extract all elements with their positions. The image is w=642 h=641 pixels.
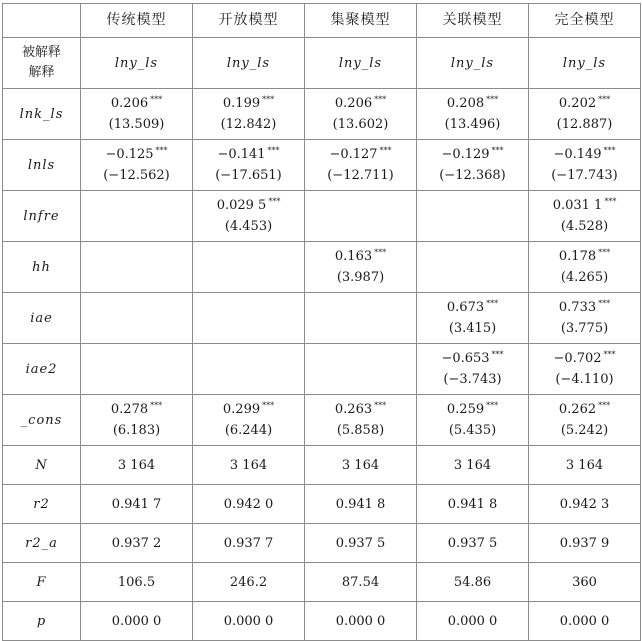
- statistic-label: r2: [3, 485, 81, 524]
- t-statistic-value: (−12.368): [439, 168, 506, 183]
- coefficient-cell: [529, 242, 641, 293]
- statistic-value: 3 164: [305, 446, 417, 485]
- statistic-value: 0.942 3: [529, 485, 641, 524]
- t-statistic-value: (3.775): [560, 321, 609, 336]
- header-cell-full-model: 完全模型: [529, 4, 641, 38]
- coefficient-cell: [81, 293, 193, 344]
- variable-label: lnfre: [3, 191, 81, 242]
- dependent-variable-row: [3, 38, 641, 89]
- statistic-value: 3 164: [81, 446, 193, 485]
- coefficient-cell: [193, 395, 305, 446]
- significance-stars: ***: [150, 94, 163, 104]
- dependent-variable-cell: lny_ls: [417, 38, 529, 89]
- coefficient-line: [417, 348, 528, 369]
- t-statistic-value: (13.602): [332, 117, 389, 132]
- significance-stars: ***: [491, 145, 504, 155]
- statistic-row-r2: [3, 485, 641, 524]
- statistic-value: 360: [529, 563, 641, 602]
- coefficient-line: [305, 93, 416, 114]
- coefficient-cell: [193, 344, 305, 395]
- statistic-value: 87.54: [305, 563, 417, 602]
- t-statistic-value: (4.453): [224, 219, 273, 234]
- significance-stars: ***: [603, 145, 616, 155]
- coefficient-value: 0.259: [446, 402, 485, 417]
- header-cell-open-model: 开放模型: [193, 4, 305, 38]
- significance-stars: ***: [374, 94, 387, 104]
- variable-label: hh: [3, 242, 81, 293]
- significance-stars: ***: [150, 400, 163, 410]
- significance-stars: ***: [491, 349, 504, 359]
- statistic-value: 0.937 5: [305, 524, 417, 563]
- coefficient-line: [529, 348, 640, 369]
- t-statistic-value: (−12.562): [103, 168, 170, 183]
- coefficient-row-iae2: [3, 344, 641, 395]
- significance-stars: ***: [268, 196, 281, 206]
- regression-table-container: [2, 3, 640, 641]
- coefficient-line: [81, 399, 192, 420]
- statistic-label: p: [3, 602, 81, 641]
- significance-stars: ***: [155, 145, 168, 155]
- coefficient-cell: [529, 191, 641, 242]
- coefficient-line: [81, 257, 192, 278]
- statistic-label: r2_a: [3, 524, 81, 563]
- coefficient-cell: [417, 89, 529, 140]
- statistic-value: 0.937 7: [193, 524, 305, 563]
- t-statistic-value: (4.528): [560, 219, 609, 234]
- coefficient-cell: [193, 89, 305, 140]
- significance-stars: ***: [598, 247, 611, 257]
- coefficient-line: [193, 195, 304, 216]
- coefficient-cell: [305, 89, 417, 140]
- statistic-rows: [3, 446, 641, 641]
- statistic-value: 54.86: [417, 563, 529, 602]
- statistic-value: 0.000 0: [305, 602, 417, 641]
- coefficient-row-lnls: [3, 140, 641, 191]
- coefficient-value: 0.031 1: [552, 198, 603, 213]
- coefficient-cell: [305, 242, 417, 293]
- coefficient-line: [417, 144, 528, 165]
- statistic-value: 3 164: [529, 446, 641, 485]
- coefficient-line: [417, 257, 528, 278]
- coefficient-cell: [81, 344, 193, 395]
- coefficient-row-cons: [3, 395, 641, 446]
- coefficient-cell: [417, 293, 529, 344]
- t-statistic-value: (4.265): [560, 270, 609, 285]
- t-statistic-value: (−12.711): [327, 168, 394, 183]
- variable-label: lnk_ls: [3, 89, 81, 140]
- coefficient-value: 0.299: [222, 402, 261, 417]
- coefficient-line: [81, 206, 192, 227]
- t-statistic-value: (5.435): [448, 423, 497, 438]
- significance-stars: ***: [598, 94, 611, 104]
- coefficient-line: [81, 144, 192, 165]
- coefficient-line: [305, 399, 416, 420]
- coefficient-line: [193, 399, 304, 420]
- statistic-value: 0.937 2: [81, 524, 193, 563]
- coefficient-value: 0.262: [558, 402, 597, 417]
- header-cell-agglomeration-model: 集聚模型: [305, 4, 417, 38]
- coefficient-line: [193, 359, 304, 380]
- statistic-value: 0.000 0: [81, 602, 193, 641]
- significance-stars: ***: [598, 298, 611, 308]
- coefficient-line: [193, 308, 304, 329]
- coefficient-cell: [305, 293, 417, 344]
- coefficient-line: [81, 308, 192, 329]
- coefficient-value: 0.263: [334, 402, 373, 417]
- statistic-value: 0.937 5: [417, 524, 529, 563]
- statistic-value: 0.000 0: [529, 602, 641, 641]
- t-statistic-value: (−4.110): [555, 372, 614, 387]
- variable-label: iae2: [3, 344, 81, 395]
- statistic-value: 246.2: [193, 563, 305, 602]
- coefficient-cell: [193, 140, 305, 191]
- coefficient-value: 0.206: [334, 96, 373, 111]
- significance-stars: ***: [598, 400, 611, 410]
- significance-stars: ***: [374, 247, 387, 257]
- coefficient-value: 0.029 5: [216, 198, 267, 213]
- coefficient-cell: [417, 242, 529, 293]
- statistic-value: 0.942 0: [193, 485, 305, 524]
- coefficient-value: 0.673: [446, 300, 485, 315]
- t-statistic-value: (3.415): [448, 321, 497, 336]
- t-statistic-value: (13.509): [108, 117, 165, 132]
- coefficient-value: 0.163: [334, 249, 373, 264]
- coefficient-value: −0.702: [553, 351, 602, 366]
- coefficient-cell: [81, 140, 193, 191]
- coefficient-cell: [529, 140, 641, 191]
- statistic-label: N: [3, 446, 81, 485]
- coefficient-row-lnk-ls: [3, 89, 641, 140]
- variable-label: iae: [3, 293, 81, 344]
- coefficient-cell: [529, 293, 641, 344]
- coefficient-line: [417, 399, 528, 420]
- statistic-value: 0.937 9: [529, 524, 641, 563]
- statistic-value: 3 164: [193, 446, 305, 485]
- coefficient-line: [193, 144, 304, 165]
- coefficient-value: 0.206: [110, 96, 149, 111]
- coefficient-value: 0.199: [222, 96, 261, 111]
- header-cell-traditional-model: 传统模型: [81, 4, 193, 38]
- t-statistic-value: (−3.743): [443, 372, 502, 387]
- coefficient-value: 0.278: [110, 402, 149, 417]
- significance-stars: ***: [486, 400, 499, 410]
- significance-stars: ***: [262, 94, 275, 104]
- coefficient-line: [305, 246, 416, 267]
- coefficient-cell: [305, 140, 417, 191]
- coefficient-line: [305, 359, 416, 380]
- t-statistic-value: (−17.743): [551, 168, 618, 183]
- coefficient-cell: [305, 344, 417, 395]
- coefficient-rows: [3, 89, 641, 446]
- dependent-variable-cell: lny_ls: [193, 38, 305, 89]
- coefficient-cell: [417, 191, 529, 242]
- statistic-row-p: [3, 602, 641, 641]
- significance-stars: ***: [486, 298, 499, 308]
- coefficient-value: 0.202: [558, 96, 597, 111]
- coefficient-value: −0.653: [441, 351, 490, 366]
- t-statistic-value: (12.887): [556, 117, 613, 132]
- t-statistic-value: (12.842): [220, 117, 277, 132]
- significance-stars: ***: [267, 145, 280, 155]
- coefficient-cell: [417, 140, 529, 191]
- t-statistic-value: (5.242): [560, 423, 609, 438]
- coefficient-value: −0.149: [553, 147, 602, 162]
- coefficient-line: [529, 246, 640, 267]
- significance-stars: ***: [374, 400, 387, 410]
- coefficient-line: [529, 195, 640, 216]
- coefficient-cell: [305, 191, 417, 242]
- header-row: [3, 4, 641, 38]
- coefficient-line: [529, 93, 640, 114]
- t-statistic-value: (5.858): [336, 423, 385, 438]
- significance-stars: ***: [486, 94, 499, 104]
- statistic-value: 0.000 0: [417, 602, 529, 641]
- t-statistic-value: (6.183): [112, 423, 161, 438]
- statistic-value: 0.941 8: [305, 485, 417, 524]
- statistic-row-r2-a: [3, 524, 641, 563]
- statistic-row-N: [3, 446, 641, 485]
- dependent-label-line2: 解释: [28, 65, 55, 80]
- coefficient-value: −0.127: [329, 147, 378, 162]
- coefficient-line: [193, 93, 304, 114]
- coefficient-value: 0.178: [558, 249, 597, 264]
- coefficient-cell: [417, 395, 529, 446]
- statistic-value: 0.941 8: [417, 485, 529, 524]
- dependent-variable-cell: lny_ls: [529, 38, 641, 89]
- coefficient-cell: [81, 89, 193, 140]
- coefficient-cell: [193, 242, 305, 293]
- dependent-variable-label: [3, 38, 81, 89]
- coefficient-line: [529, 399, 640, 420]
- coefficient-cell: [529, 344, 641, 395]
- dependent-variable-cell: lny_ls: [305, 38, 417, 89]
- coefficient-value: −0.125: [105, 147, 154, 162]
- coefficient-line: [305, 144, 416, 165]
- coefficient-cell: [81, 395, 193, 446]
- statistic-value: 0.941 7: [81, 485, 193, 524]
- coefficient-row-iae: [3, 293, 641, 344]
- coefficient-line: [193, 257, 304, 278]
- coefficient-cell: [529, 89, 641, 140]
- t-statistic-value: (3.987): [336, 270, 385, 285]
- coefficient-line: [305, 206, 416, 227]
- coefficient-line: [529, 144, 640, 165]
- t-statistic-value: (−17.651): [215, 168, 282, 183]
- statistic-value: 0.000 0: [193, 602, 305, 641]
- significance-stars: ***: [379, 145, 392, 155]
- coefficient-line: [417, 206, 528, 227]
- coefficient-cell: [305, 395, 417, 446]
- coefficient-value: 0.208: [446, 96, 485, 111]
- coefficient-line: [417, 93, 528, 114]
- coefficient-cell: [193, 191, 305, 242]
- dependent-variable-cell: lny_ls: [81, 38, 193, 89]
- significance-stars: ***: [604, 196, 617, 206]
- header-cell-linkage-model: 关联模型: [417, 4, 529, 38]
- coefficient-line: [81, 93, 192, 114]
- coefficient-row-lnfre: [3, 191, 641, 242]
- coefficient-cell: [529, 395, 641, 446]
- t-statistic-value: (6.244): [224, 423, 273, 438]
- coefficient-cell: [193, 293, 305, 344]
- regression-table: [2, 3, 641, 641]
- coefficient-line: [529, 297, 640, 318]
- coefficient-value: −0.129: [441, 147, 490, 162]
- t-statistic-value: (13.496): [444, 117, 501, 132]
- coefficient-line: [417, 297, 528, 318]
- significance-stars: ***: [262, 400, 275, 410]
- coefficient-value: 0.733: [558, 300, 597, 315]
- coefficient-cell: [81, 242, 193, 293]
- statistic-row-F: [3, 563, 641, 602]
- statistic-label: F: [3, 563, 81, 602]
- variable-label: lnls: [3, 140, 81, 191]
- header-cell-corner: [3, 4, 81, 38]
- coefficient-value: −0.141: [217, 147, 266, 162]
- coefficient-line: [305, 308, 416, 329]
- significance-stars: ***: [603, 349, 616, 359]
- coefficient-cell: [81, 191, 193, 242]
- dependent-label-line1: 被解释: [21, 45, 61, 60]
- coefficient-line: [81, 359, 192, 380]
- coefficient-cell: [417, 344, 529, 395]
- variable-label: _cons: [3, 395, 81, 446]
- statistic-value: 106.5: [81, 563, 193, 602]
- statistic-value: 3 164: [417, 446, 529, 485]
- coefficient-row-hh: [3, 242, 641, 293]
